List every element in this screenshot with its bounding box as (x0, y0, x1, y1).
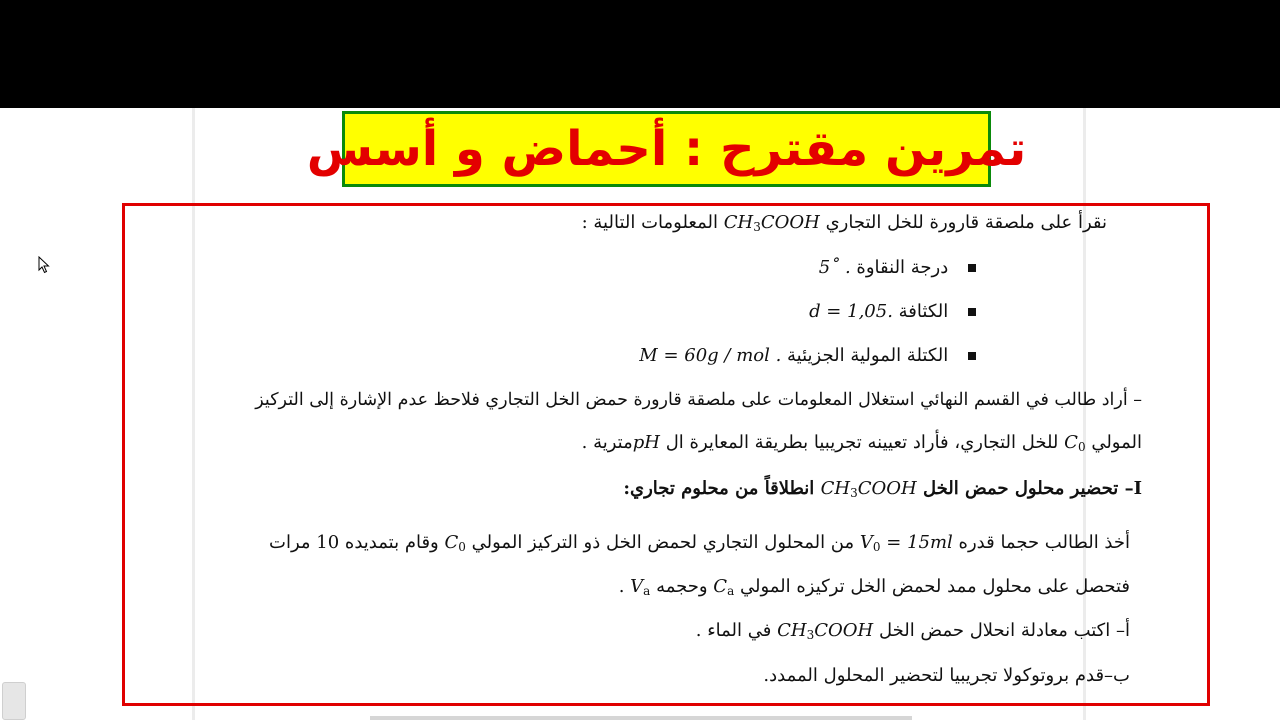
intro-text-after: المعلومات التالية : (581, 212, 718, 233)
formula-part: CH (723, 212, 754, 233)
title-banner (306, 111, 1027, 187)
para2-line1 (269, 534, 1130, 553)
ph-symbol: pH (632, 432, 660, 453)
symbol-main: V (859, 532, 873, 553)
formula-subscript: 3 (806, 628, 815, 642)
symbol-subscript: a (727, 584, 735, 598)
formula-subscript: 3 (850, 486, 858, 500)
section-number: I– (1124, 478, 1142, 499)
formula-part: COOH (814, 620, 874, 641)
page-title: تمرين مقترح : أحماض و أسس (306, 121, 1027, 177)
section-text: تحضير محلول حمض الخل (922, 478, 1119, 499)
bullet-value: M = 60g / mol . (639, 345, 782, 366)
c0-symbol (444, 532, 465, 553)
bullet-value: d = 1,05. (809, 301, 893, 322)
text-part: فتحصل على محلول ممد لحمض الخل تركيزه المولي (739, 576, 1130, 597)
text-part: وقام بتمديده 10 مرات (269, 532, 439, 553)
question-b: ب–قدم بروتوكولا تجريبيا لتحضير المحلول الممدد. (763, 665, 1130, 686)
question-formula (777, 620, 873, 641)
formula-part: COOH (760, 212, 820, 233)
side-toggle-button[interactable] (2, 682, 26, 720)
formula-part: CH (777, 620, 807, 641)
bullet-label: درجة النقاوة (856, 257, 949, 278)
para2-line2 (619, 578, 1130, 597)
question-prefix: أ– (1115, 620, 1130, 641)
symbol-subscript: 0 (1077, 440, 1086, 454)
bullet-item-density (809, 303, 976, 321)
text-part: اكتب معادلة انحلال حمض الخل (878, 620, 1111, 641)
text-part: مترية . (581, 432, 633, 453)
v0-expression (860, 532, 953, 553)
symbol-main: C (713, 576, 728, 597)
intro-line (582, 214, 1107, 233)
section-heading-1 (623, 480, 1142, 499)
text-part: أخذ الطالب حجما قدره (958, 532, 1130, 553)
para1-line1: – أراد طالب في القسم النهائي استغلال المعلومات على ملصقة قارورة حمض الخل التجاري فلاحظ عدم الإشارة إلى التركيز (255, 390, 1142, 410)
mouse-cursor-icon (38, 256, 52, 274)
section-text: انطلاقاً من محلوم تجاري: (623, 478, 815, 499)
text-part: وحجمه (656, 576, 708, 597)
symbol-subscript: 0 (872, 540, 881, 554)
section-formula (821, 478, 917, 499)
symbol-main: V (630, 576, 644, 597)
bullet-item-molar-mass (639, 347, 976, 365)
bullet-item-purity (819, 259, 976, 277)
square-bullet-icon (968, 308, 976, 316)
text-part: في الماء . (695, 620, 772, 641)
symbol-subscript: a (643, 584, 651, 598)
ca-symbol (713, 576, 734, 597)
formula-part: CH (820, 478, 851, 499)
c0-symbol (1064, 432, 1085, 453)
question-a (696, 622, 1130, 641)
bullet-label: الكتلة المولية الجزيئية (787, 345, 949, 366)
text-part: . (618, 576, 625, 597)
text-part: المولي (1091, 432, 1142, 453)
video-top-bar (0, 0, 1280, 108)
text-part: من المحلول التجاري لحمض الخل ذو التركيز المولي (471, 532, 855, 553)
formula-subscript: 3 (753, 220, 761, 234)
va-symbol (630, 576, 650, 597)
bullet-value: 5˚ . (818, 257, 851, 278)
symbol-subscript: 0 (458, 540, 466, 554)
formula-part: COOH (857, 478, 917, 499)
intro-formula (724, 212, 820, 233)
horizontal-scrollbar[interactable] (370, 716, 912, 720)
square-bullet-icon (968, 264, 976, 272)
bullet-label: الكثافة (898, 301, 949, 322)
text-part: للخل التجاري، فأراد تعيينه تجريبيا بطريقة المعايرة ال (665, 432, 1059, 453)
para1-line2 (582, 434, 1142, 453)
symbol-main: C (444, 532, 459, 553)
symbol-value: = 15ml (886, 532, 953, 553)
intro-text-before: نقرأ على ملصقة قارورة للخل التجاري (825, 212, 1107, 233)
symbol-main: C (1064, 432, 1078, 453)
square-bullet-icon (968, 352, 976, 360)
